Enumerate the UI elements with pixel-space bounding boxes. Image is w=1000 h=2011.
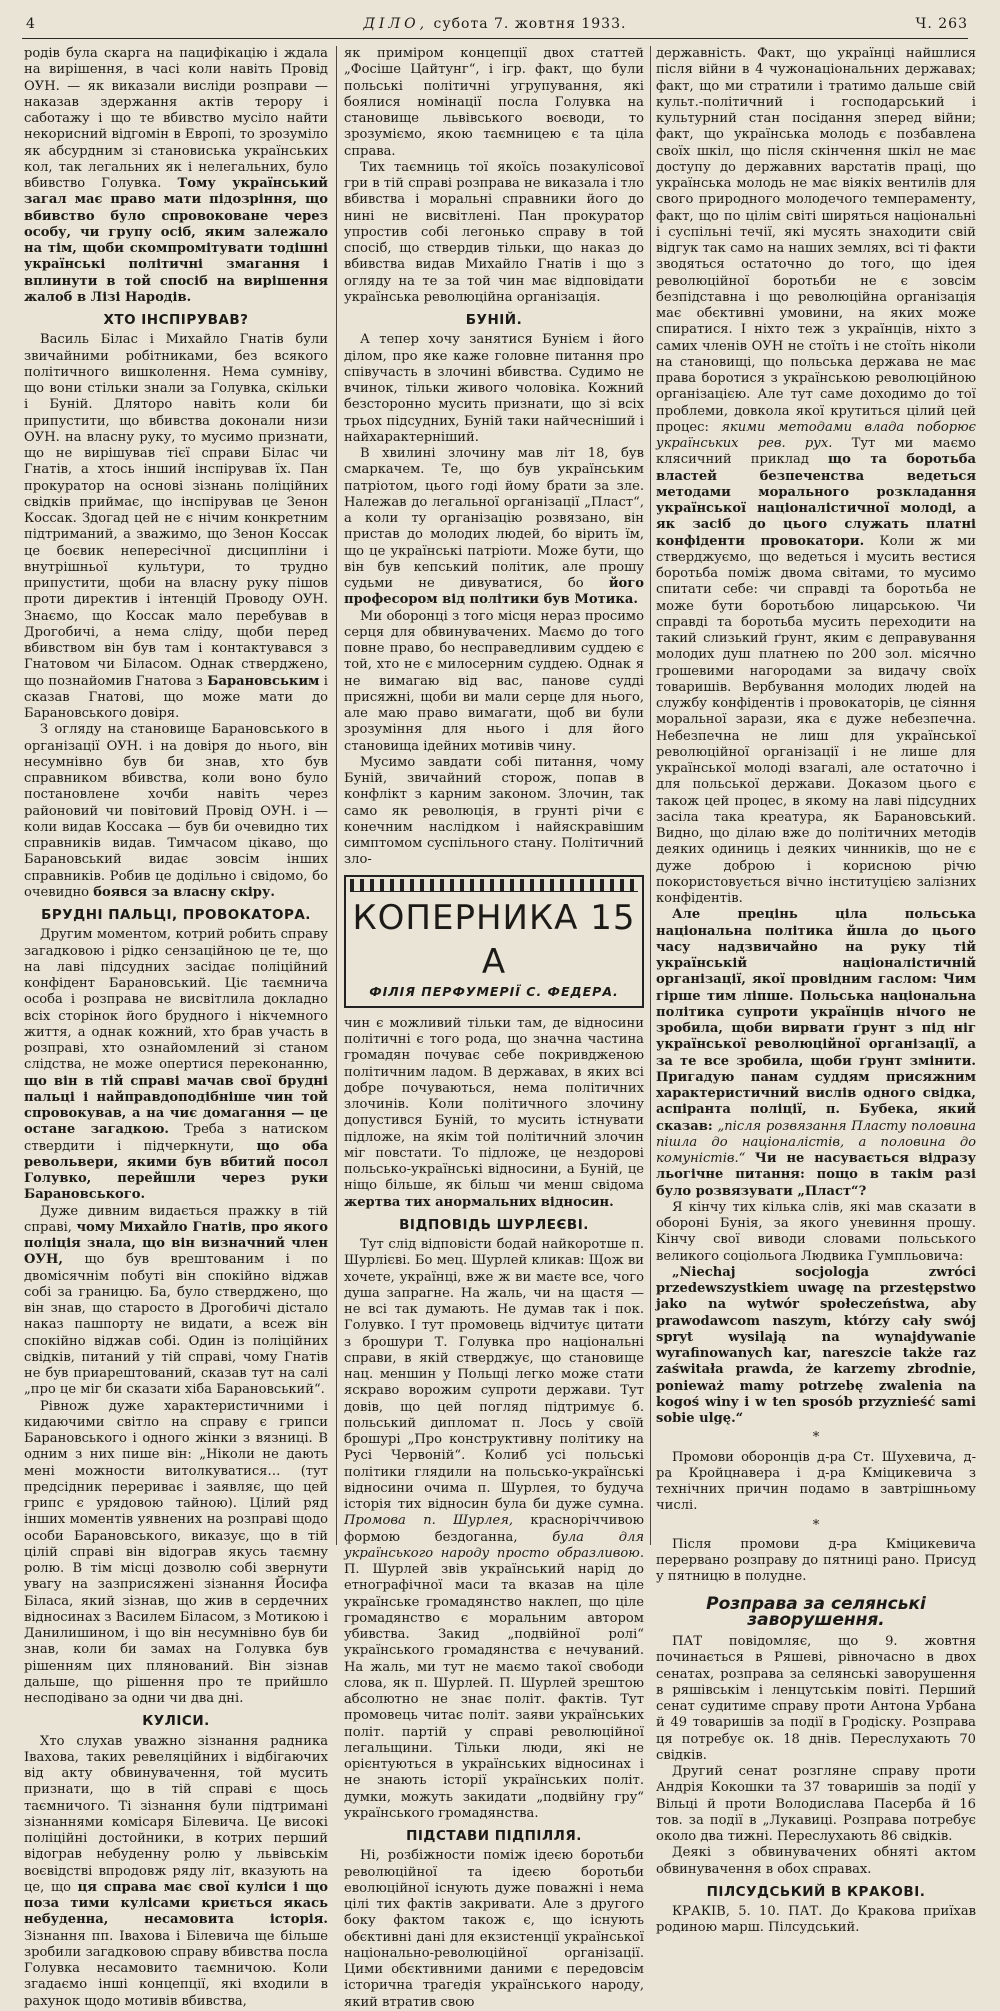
column-rule-1 bbox=[336, 46, 337, 1545]
paragraph: Деякі з обвинувачених обняті актом обвинувачення в обох справах. bbox=[656, 1845, 976, 1877]
section-heading-backstage: КУЛІСИ. bbox=[142, 1713, 210, 1730]
paragraph: Мусимо завдати собі питання, чому Буній, звичайний сторож, попав в конфлікт з карним законом. Злочин, так само як революція, в грунті річи є конечним наслідком і найяскравішим симптомом суспільного стану. Політичний зло- bbox=[344, 754, 644, 868]
paragraph: Я кінчу тих кілька слів, які мав сказати в обороні Бунія, за якого уневиння прошу. Кінчу свої виводи словами польського великого соціольога Людвика Гумпльовича: bbox=[656, 1199, 976, 1264]
paragraph: Після промови д-ра Кміцикевича перервано розправу до пятниці рано. Присуд у пятницю в полудне. bbox=[656, 1536, 976, 1585]
paragraph: Василь Білас і Михайло Гнатів були звичайними робітниками, без всякого політичного вишколення. Нема сумніву, що вони стільки знали за Голувка, скільки і Буній. Дляторо навіть коли би припустити, що вбивства доконали низи ОУН. на власну руку, то мусимо признати, що не вирішував тієї справи Білас чи Гнатів, а хтось інший інспірував їх. Пан прокуратор на основі зізнань поліційних свідків приймає, що інспірував це Зенон Коссак. Здогад цей не є нічим конкретним підтриманий, а зважимо, що Зенон Коссак це боєвик непересічної дисципліни і внутрішньої культури, то трудно припустити, щоби на власну руку пішов проти директив і інтенцій Проводу ОУН. Знаємо, що Коссак мало перебував в Дрогобичі, а нема сліду, щоби перед вбивством він був там і контактувався з Гнатовом чи Біласом. Однак стверджено, що познайомив Гнатова з Барановським і сказав Гнатові, що може мати до Барановського довіря. bbox=[24, 332, 328, 721]
paragraph: Другим моментом, котрий робить справу загадковою і рідко сензаційною це те, що на лаві підсудних засідає поліційний конфідент Барановський. Ціє таємнича особа і розправа не висвітлила докладно всіх сторінок його брудного і нікчемного життя, а однак кожний, хто брав участь в розправі, хто ознайомлений зі станом слідства, не може опертися переконанню, що він в тій справі мачав свої брудні пальці і найправдоподібніше чин той спровокував, а на чиє домагання — це остане загадкою. Треба з натиском ствердити і підчеркнути, що оба револьвери, якими був вбитий посол Голувко, перейшли через руки Барановського. bbox=[24, 927, 328, 1203]
paragraph: родів була скарга на пацифікацію і ждала на вирішення, в часі коли навіть Провід ОУН. — як виказали висліди розправи — наказав здержання актів терору і саботажу і що те вбивство мусіло найти некорисний відгомін в Европі, то зрозуміло як абсурдним зі становиська українських кол, так легальних як і нелегальних, було вбивство Голувка. Тому український загал має право мати підозріння, що вбивство було спровоковане через особу, чи групу осіб, яким залежало на тім, щоби скомпромітувати тодішні українські політичні змагання і вплинути в той спосіб на вирішення жалоб в Лізі Народів. bbox=[24, 46, 328, 305]
paragraph: Промови оборонців д-ра Ст. Шухевича, д-ра Кройцнавера і д-ра Кміцикевича з технічних причин подамо в завтрішньому числі. bbox=[656, 1449, 976, 1514]
paragraph: чин є можливий тільки там, де відносини політичні є того рода, що значна частина громадян почуває себе покривдженою політичним ладом. В державах, в яких всі добре почуваються, нема політичних злочинів. Коли політичного злочину допустився Буній, то мусить істнувати підложе, на якім той політичний злочин міг повстати. То підложе, це нездорові польсько-українські відносини, а Буній, це ніщо більше, як більш чи менш свідома жертва тих анормальних відносин. bbox=[344, 1015, 644, 1210]
section-heading-reply-shurlei: ВІДПОВІДЬ ШУРЛЕЄВІ. bbox=[399, 1216, 589, 1233]
paragraph: Хто слухав уважно зізнання радника Івахова, таких ревеляційних і відбігаючих від акту обвинувачення, той мусить признати, що в тій справі є щось таємничого. Ті зізнання були підтримані зізнаннями комісаря Білевича. Це високі поліційні достойники, в котрих перший відограв небуденну ролю у львівськім воєвідстві впродовж ряду літ, вказують на це, що ця справа має свої куліси і що поза тими кулісами криється якась небуденна, несамовита історія. Зізнання пп. Івахова і Білевича ще більше зробили загадковою справу вбивства посла Голувка несамовито таємничою. Коли згадаємо інші концепції, які входили в рахунок щодо мотивів вбивства, bbox=[24, 1733, 328, 2009]
column-2 bbox=[344, 46, 645, 2010]
paragraph: як приміром концепції двох статтей „Фосіше Цайтунг“, і ігр. факт, що були польські політичні угрупування, які боялися номінації посла Голувка на становище львівського воєводи, то зрозуміємо, якою таємницею є та ціла справа. bbox=[344, 46, 644, 159]
section-heading-underground-basis: ПІДСТАВИ ПІДПІЛЛЯ. bbox=[406, 1828, 582, 1844]
issue-number: Ч. 263 bbox=[915, 16, 968, 32]
newspaper-name: ДІЛО, bbox=[363, 16, 429, 32]
column-3 bbox=[656, 46, 976, 1936]
section-heading-who-inspired: ХТО ІНСПІРУВАВ? bbox=[103, 312, 249, 328]
paragraph: державність. Факт, що українці найшлися після війни в 4 чужонаціональних державах; факт, що ми стратили і тратимо дальше свій культ.-політичний і господарський і культурний стан посідання зперед війни; факт, що українська молодь є позбавлена своїх шкіл, що після скінчення шкіл не має доступу до державних варстатів праці, що українська молодь не має віякіх вентилів для свого природного молодечого темпераменту, факт, що по цілім світі ширяться національні і суспільні течії, які мусять знаходити свій відгук так само на наших землях, всі ті факти зводяться остаточно до того, що ідея революційної боротьби не є зовсім безпідставна і що революційна організація має обєктивні умовини, на яких може спиратися. І ніхто теж з українців, ніхто з самих членів ОУН не стоїть і не стоїть ніколи на становищі, що польська держава не має права боротися з українською революційною організацією. Але тут саме доходимо до тої проблеми, довкола якої крутиться цілий цей процес: якими методами влада поборює українських рев. рух. Тут ми маємо клясичний приклад що та боротьба властей безпеченства ведеться методами морального розкладання української націоналістичної молоді, а як засіб до цього служать платні конфіденти провокатори. Коли ж ми стверджуємо, що ведеться і мусить вестися боротьба поміж двома світами, то мусимо спитати себе: чи справді та боротьба не може бути боротьбою лицарською. Чи справді та боротьба мусить переходити на такий слизький ґрунт, яким є деправування молодих душ платнею по 200 зол. місячно грошевими нагородами за видачу своїх товаришів. Вербування молодих людей на службу конфідентів і провокаторів, це сіяння моральної зарази, яка є дуже небезпечна. Небезпечна не лиш для української революційної організації і не лише для української молоді взагалі, але остаточно і для польської держави. Доказом цього є також цей процес, в якому на лаві підсудних засіла така креатура, як Барановський. Видно, що ділаю вже до політичних методів деяких одиниць і деяких чинників, що не є дуже доброю і корисною річю покористовується вічно інституцією залізних конфідентів. bbox=[656, 46, 976, 906]
page-header bbox=[22, 14, 968, 39]
section-heading-dirty-fingers: БРУДНІ ПАЛЬЦІ, ПРОВОКАТОРА. bbox=[41, 907, 311, 923]
page-number: 4 bbox=[26, 16, 36, 32]
column-1 bbox=[24, 46, 328, 2009]
paragraph: Ми оборонці з того місця нераз просимо серця для обвинувачених. Маємо до того повне право, бо несправедливим суддею є той, хто не є милосерним суддею. Однак я не вимагаю від вас, панове судді присяжні, щоби ви мали серце для нього, але маю право вимагати, щоб ви були зрозуміння для нього і для його становища ідейних мотивів чину. bbox=[344, 608, 644, 754]
section-heading-pilsudski-krakow: ПІЛСУДСЬКИЙ В КРАКОВІ. bbox=[706, 1883, 926, 1900]
paragraph: Другий сенат розгляне справу проти Андрія Кокошки та 37 товаришів за події у Вільці й проти Володислава Пасерба й 16 тов. за події в „Лукавиці. Розправа потребує около два тижні. Переслухають 86 свідків. bbox=[656, 1764, 976, 1844]
column-rule-2 bbox=[650, 46, 651, 1545]
paragraph: В хвилині злочину мав літ 18, був смаркачем. Те, що був українським патріотом, цього годі йому брати за зле. Належав до легальної організації „Пласт“, а коли ту організацію розвязано, він пристав до молодих людей, бо вірить їм, що це українські патріоти. Може бути, що він був кепський політик, але прошу судьми не дивуватися, бо його професором від політики був Мотика. bbox=[344, 446, 645, 608]
paragraph: Тут слід відповісти бодай найкоротше п. Шурлієві. Бо мец. Шурлей кликав: Щож ви хочете, українці, вже ж ви маєте все, чого душа запрагне. На жаль, чи на щастя — не всі так думають. Не думав так і пок. Голувко. І тут промовець відчитує цитати з брошури Т. Голувка про національні справи, в якій стверджує, що становище нац. меншин у Польщі легко може стати яскраво ворожим супроти держави. Тут довів, що цей погляд підтримує б. польський дипломат п. Лось у своїй брошурі „Про конструктивну політику на Русі Червоній“. Колиб усі польські політики глядили на польсько-українські відносини очима п. Шурлея, то будуча історія тих відносин була би дуже сумна. Промова п. Шурлея, красноріччивою формою бездоганна, була для українського народу просто образливою. П. Шурлей звів український нарід до етнографічної маси та вказав на ціле українське громадянство наклеп, що ціле громадянство є моральним автором убивства. Закид „подвійної ролі“ українського громадянства є нечуваний. На жаль, ми тут не маємо такої свободи слова, як п. Шурлей. П. Шурлей зрештою абсолютно не знає політ. фактів. Тут промовець читає політ. заяви українських політ. партій у справі революційної легальщини. Тільки люди, які не орієнтуються в українських відносинах і не знають історії українських політ. думки, можуть закидати „подвійну гру“ українського громадянства. bbox=[344, 1237, 645, 1821]
paragraph: Ні, розбіжности поміж ідеєю боротьби революційної та ідеєю боротьби еволюційної існують дуже поважні і нема цілі тих фактів закривати. Але з другого боку фактом також є, що існують обєктивні дані для екзистенції української національно-революційної організації. Цими обєктивними даними є передовсім історична трагедія українського народу, який втратив свою bbox=[344, 1848, 644, 2010]
masthead-line bbox=[22, 16, 968, 32]
section-heading-bunii: БУНІЙ. bbox=[465, 312, 523, 328]
advertisement-box bbox=[344, 875, 644, 1008]
ad-subtitle: ФІЛІЯ ПЕРФУМЕРІЇ С. ФЕДЕРА. bbox=[369, 983, 619, 999]
ornament-border bbox=[350, 879, 638, 892]
paragraph: Але прецінь ціла польська національна політика йшла до цього часу надзвичайно на руку тій українській націоналістичній організації, якої провідним гаслом: Чим гірше тим ліпше. Польська національна політика супроти українців нічого не зробила, щоби вирвати ґрунт з під ніг української революційної організації, а за те все зробила, щоби ґрунт змінити. Пригадую панам суддям присяжним характеристичний вислів одного свідка, аспіранта поліції, п. Бубека, який сказав: „після розвязання Пласту половина пішла до націоналістів, а половина до комуністів.“ Чи не насувається відразу льогічне питання: пощо в такім разі було розвязувати „Пласт“? bbox=[656, 907, 976, 1199]
issue-date: субота 7. жовтня 1933. bbox=[433, 16, 627, 32]
separator-star: * bbox=[812, 1517, 820, 1533]
ad-title: КОПЕРНИКА 15 А bbox=[352, 897, 636, 982]
article-headline-peasant-trial: Розправа за селянські заворушення. bbox=[706, 1593, 926, 1630]
paragraph: КРАКІВ, 5. 10. ПАТ. До Кракова приїхав родиною марш. Пілсудський. bbox=[656, 1904, 976, 1936]
paragraph: Дуже дивним видається пражку в тій справі, чому Михайло Гнатів, про якого поліція знала, що він визначний член ОУН, що був врештованим і по двомісячнім побуті він спокійно віджав собі за границю. Ба, було стверджено, що він знав, що старосто в Дрогобичі дістало наказ пашпорту не видати, а всеж він спокійно віджав собі. Один із поліційних свідків, питаний у тій справі, чому Гнатів не був приарештований, сказав тут на салі „про це міг би сказати хіба Барановський“. bbox=[24, 1203, 328, 1398]
paragraph: А тепер хочу занятися Бунієм і його ділом, про яке каже головне питання про співучасть в злочині вбивства. Судимо не вчинок, тільки живого чоловіка. Кожний безсторонно мусить признати, що зі всіх трьох підсудних, Буній таки найчесніший і найхарактерніший. bbox=[344, 332, 644, 445]
separator-star: * bbox=[812, 1430, 820, 1446]
paragraph: З огляду на становище Барановського в організації ОУН. і на довіря до нього, він несумнівно був би знав, хто був справником вбивства, коли воно було постановлене хочби навіть через районовий чи повітовий Провід ОУН. і — коли видав Коссака — був би очевидно тих справників видав. Тимчасом цікаво, що Барановський видає зовсім інших справників. Робив це додільно і свідомо, бо очевидно боявся за власну скіру. bbox=[24, 722, 328, 900]
paragraph: Рівнож дуже характеристичними і кидаючими світло на справу є грипси Барановського і одного жінки з вязниці. В одним з них пише він: „Ніколи не дають мені можности витолкуватися… (тут предсідник перериває і заявляє, що цей грипс є урядовою тайною). Цілий ряд інших моментів уявнених на розправі щодо особи Барановського, виказує, що в тій цілій справі він відограв якусь таємну ролю. В тім місці дозволю собі звернути увагу на зазприсяжені зізнання Йосифа Біласа, який зізнав, що жив в сердечних відносинах з Василем Біласом, з Мотикою і Данилишином, і що він несумнівно був би знав, коли би замах на Голувка був рішенням цих плянований. Він зізнав дальше, що рішення про те прийшло несподівано за одни чи два дні. bbox=[24, 1398, 328, 1706]
paragraph: ПАТ повідомляє, що 9. жовтня починається в Ряшеві, рівночасно в двох сенатах, розправа за селянські заворушення в ряшівськім і ленцутськім повіті. Перший сенат судитиме справу проти Антона Урбана й 49 товаришів за події в Гродіску. Розправа ця потребує ок. 18 днів. Переслухають 70 свідків. bbox=[656, 1634, 976, 1763]
polish-quote: „Niechaj socjologja zwróci przedewszystkiem uwagę na przestępstwo jako na wytwór społeczeństwa, aby prawodawcom naszym, którzy cały swój spryt wysilają na wynajdywanie wyrafinowanych kar, nareszcie także raz zaświtała prawda, że karzemy zbrodnie, ponieważ mamy potrzebę zwalenia na kogoś winy i w ten sposób przyznieść sami sobie ulgę.“ bbox=[656, 1264, 976, 1426]
paragraph: Тих таємниць тої якоїсь позакулісової гри в тій справі розправа не виказала і тло вбивства і моральні справники його до нині не висвітлені. Пан прокуратор упростив собі легонько справу в той спосіб, що ствердив тільки, що наказ до вбивства видав Михайло Гнатів і що з огляду на те за той чин має відповідати українська революційна організація. bbox=[344, 159, 644, 305]
